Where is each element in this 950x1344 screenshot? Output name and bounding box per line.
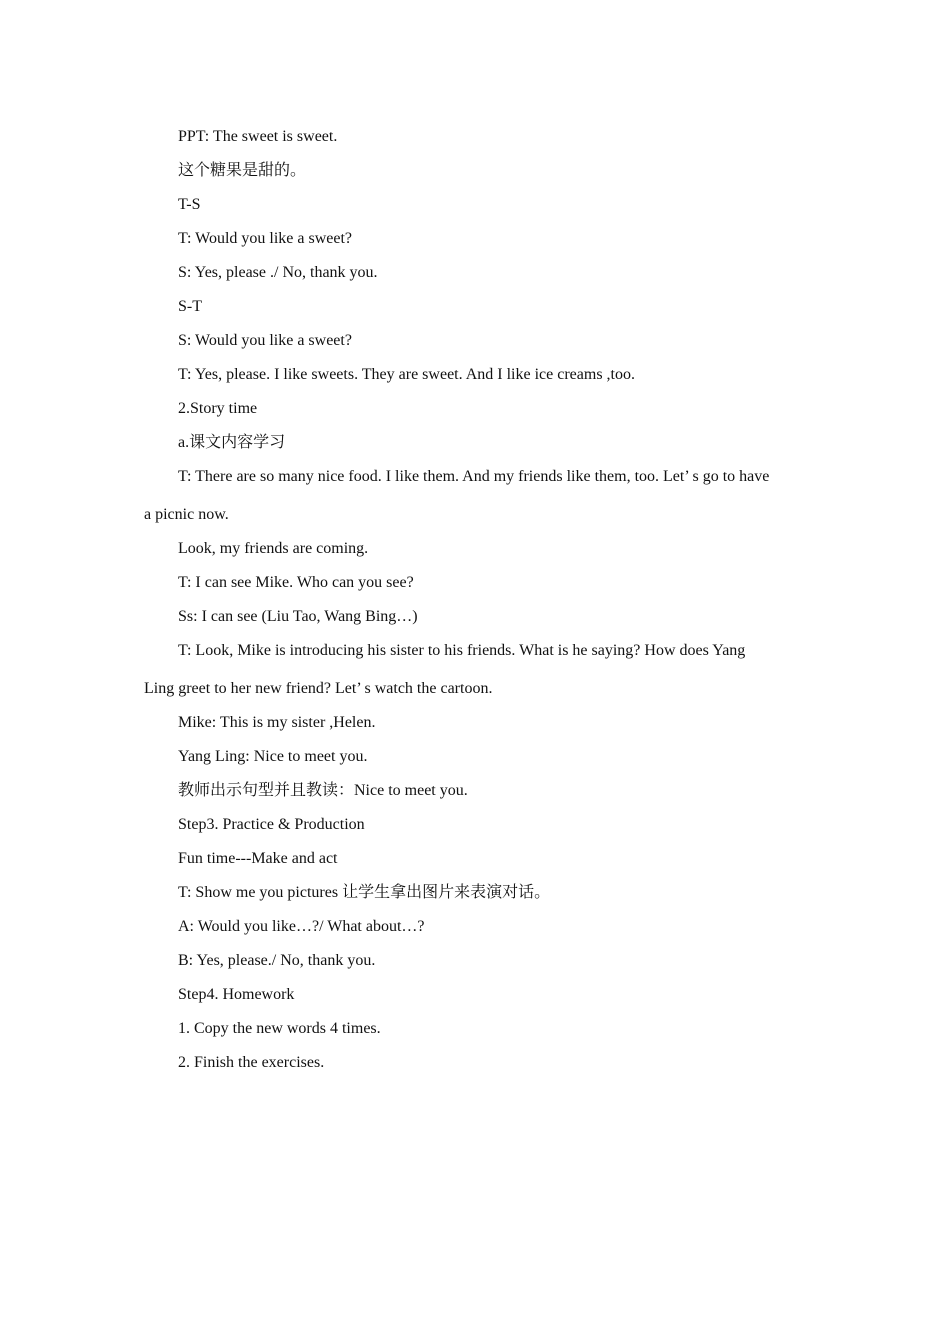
text-line: T: Look, Mike is introducing his sister to his friends. What is he saying? How does Yang xyxy=(178,642,746,659)
section-heading: Step4. Homework xyxy=(178,986,295,1003)
text-line: T-S xyxy=(178,196,201,213)
text-line: Mike: This is my sister ,Helen. xyxy=(178,714,376,731)
text-line: S: Yes, please ./ No, thank you. xyxy=(178,264,378,281)
text-line: Yang Ling: Nice to meet you. xyxy=(178,748,368,765)
text-line: Ss: I can see (Liu Tao, Wang Bing…) xyxy=(178,608,418,625)
text-line: T: I can see Mike. Who can you see? xyxy=(178,574,414,591)
text-line-continued: a picnic now. xyxy=(144,506,229,523)
text-line: T: Yes, please. I like sweets. They are sweet. And I like ice creams ,too. xyxy=(178,366,635,383)
text-line: S: Would you like a sweet? xyxy=(178,332,352,349)
text-line: a.课文内容学习 xyxy=(178,434,286,451)
text-line: T: Would you like a sweet? xyxy=(178,230,353,247)
text-line: B: Yes, please./ No, thank you. xyxy=(178,952,376,969)
text-line: PPT: The sweet is sweet. xyxy=(178,128,338,145)
section-heading: Step3. Practice & Production xyxy=(178,816,365,833)
text-line: 教师出示句型并且教读：Nice to meet you. xyxy=(178,782,468,799)
text-line: Fun time---Make and act xyxy=(178,850,338,867)
text-line: T: There are so many nice food. I like them. And my friends like them, too. Let’ s go to have xyxy=(178,468,770,485)
text-line: Look, my friends are coming. xyxy=(178,540,369,557)
list-item: 1. Copy the new words 4 times. xyxy=(178,1020,381,1037)
text-line-continued: Ling greet to her new friend? Let’ s watch the cartoon. xyxy=(144,680,493,697)
text-line: T: Show me you pictures 让学生拿出图片来表演对话。 xyxy=(178,884,551,901)
text-line: 这个糖果是甜的。 xyxy=(178,162,307,179)
list-item: 2. Finish the exercises. xyxy=(178,1054,325,1071)
text-line: A: Would you like…?/ What about…? xyxy=(178,918,425,935)
section-heading: 2.Story time xyxy=(178,400,258,417)
text-line: S-T xyxy=(178,298,202,315)
